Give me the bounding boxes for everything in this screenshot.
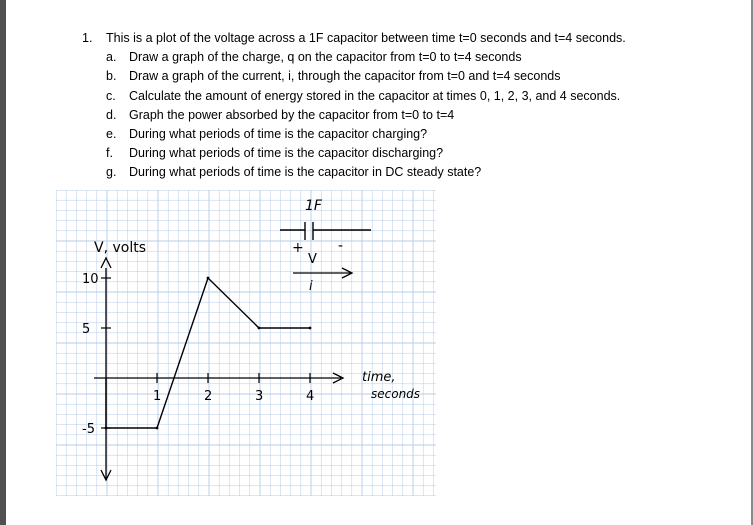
problem-number: 1.: [82, 31, 93, 45]
part-a: [82, 48, 732, 67]
problem-1: [82, 29, 732, 183]
part-text: Calculate the amount of energy stored in the capacitor at times 0, 1, 2, 3, and 4 seconds.: [129, 88, 621, 103]
current-label: i: [309, 279, 313, 294]
x-tick-label: 1: [153, 389, 162, 404]
part-d: [82, 106, 732, 125]
part-letter: d.: [106, 107, 117, 122]
part-letter: a.: [106, 50, 117, 65]
voltage-data-point: [105, 427, 108, 430]
part-e: [82, 125, 732, 144]
x-tick-label: 4: [306, 389, 315, 404]
part-letter: b.: [106, 69, 117, 84]
part-letter: e.: [106, 127, 117, 142]
graph-paper-grid: [56, 190, 436, 496]
minus-sign: -: [338, 238, 344, 254]
part-letter: c.: [106, 88, 116, 103]
voltage-label: V: [308, 252, 317, 267]
part-text: Draw a graph of the current, i, through the capacitor from t=0 and t=4 seconds: [129, 69, 561, 84]
part-text: During what periods of time is the capacitor in DC steady state?: [129, 165, 482, 180]
voltage-data-point: [207, 277, 210, 280]
voltage-data-point: [156, 427, 159, 430]
x-tick-label: 3: [255, 389, 264, 404]
tick-labels: [82, 272, 314, 437]
part-f: [82, 144, 732, 163]
part-letter: g.: [106, 165, 117, 180]
x-axis-label-seconds: seconds: [371, 387, 421, 401]
y-tick-label: 5: [82, 322, 91, 337]
part-text: Graph the power absorbed by the capacitor from t=0 to t=4: [129, 107, 455, 122]
part-text: Draw a graph of the charge, q on the capacitor from t=0 to t=4 seconds: [129, 50, 522, 65]
part-text: During what periods of time is the capacitor charging?: [129, 127, 428, 142]
x-axis-label-time: time,: [362, 370, 396, 385]
y-axis-label: V, volts: [94, 240, 147, 256]
y-tick-label: -5: [82, 422, 95, 437]
voltage-data-point: [258, 327, 261, 330]
part-g: [82, 163, 732, 182]
part-text: During what periods of time is the capacitor discharging?: [129, 146, 444, 161]
capacitor-label: 1F: [305, 198, 322, 214]
problem-intro-row: [82, 29, 732, 48]
part-letter: f.: [106, 146, 113, 161]
window-left-edge: [0, 0, 6, 525]
y-tick-label: 10: [82, 272, 99, 287]
y-axis-up-arrow: [101, 258, 111, 268]
part-b: [82, 67, 732, 86]
voltage-plot-figure: [56, 190, 436, 496]
part-c: [82, 87, 732, 106]
problem-intro: This is a plot of the voltage across a 1F capacitor between time t=0 seconds and t=4 seconds.: [106, 31, 626, 45]
voltage-data-point: [309, 327, 312, 330]
plus-sign: +: [292, 240, 304, 256]
x-tick-label: 2: [204, 389, 213, 404]
